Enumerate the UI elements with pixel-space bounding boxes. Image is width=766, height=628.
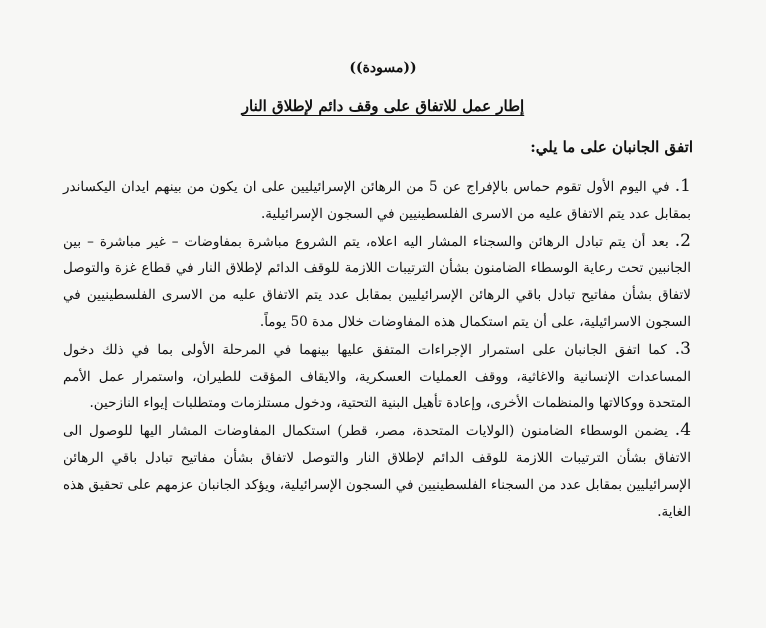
clause-number: 1. <box>674 176 691 196</box>
clause-item <box>63 173 691 228</box>
clause-text: كما اتفق الجانبان على استمرار الإجراءات المتفق عليها بينهما في المرحلة الأولى بما في ذلك دخول المساعدات الإنسانية والاغاثية، ووقف العمليات العسكرية، والايقاف المؤقت للطيران، واستمرار عمل الأمم المتحدة ووكالاتها والمنظمات الأخرى، وإعادة تأهيل البنية التحتية، ودخول مستلزمات ومتطلبات إيواء النازحين. <box>63 341 691 412</box>
draft-label: ((مسودة)) <box>349 60 417 76</box>
clause-text: في اليوم الأول تقوم حماس بالإفراج عن 5 من الرهائن الإسرائيليين على ان يكون من بينهم ايدان اليكساندر بمقابل عدد يتم الاتفاق عليه من الاسرى الفلسطينيين في السجون الإسرائيلية. <box>63 179 691 222</box>
clause-text: بعد أن يتم تبادل الرهائن والسجناء المشار اليه اعلاه، يتم الشروع مباشرة بمفاوضات – غير مباشرة – بين الجانبين تحت رعاية الوسطاء الضامنون بشأن الترتيبات اللازمة للوقف الدائم لإطلاق النار في قطاع غزة والتوصل لاتفاق بشأن مفاتيح تبادل باقي الرهائن الإسرائيليين بمقابل عدد يتم الاتفاق عليه من الاسرى الفلسطينيين في السجون الاسرائيلية، على أن يتم استكمال هذه المفاوضات خلال مدة 50 يوماً. <box>63 233 691 330</box>
clause-item <box>63 228 691 336</box>
intro-heading: اتفق الجانبان على ما يلي: <box>530 138 693 156</box>
clause-list <box>63 173 691 525</box>
clause-text: يضمن الوسطاء الضامنون (الولايات المتحدة، مصر، قطر) استكمال المفاوضات المشار اليها للوصول الى الاتفاق بشأن الترتيبات اللازمة للوقف الدائم لإطلاق النار والتوصل لاتفاق بشأن مفاتيح تبادل باقي الرهائن الإسرائيليين بمقابل عدد من السجناء الفلسطينيين في السجون الإسرائيلية، ويؤكد الجانبان عزمهم على تحقيق هذه الغاية. <box>62 423 691 520</box>
clause-item <box>63 417 691 525</box>
document-title-text: إطار عمل للاتفاق على وقف دائم لإطلاق النار <box>241 97 525 115</box>
clause-number: 2. <box>674 230 691 251</box>
clause-item <box>63 336 691 417</box>
document-title <box>0 97 766 115</box>
clause-number: 3. <box>674 338 691 359</box>
clause-number: 4. <box>674 420 692 441</box>
